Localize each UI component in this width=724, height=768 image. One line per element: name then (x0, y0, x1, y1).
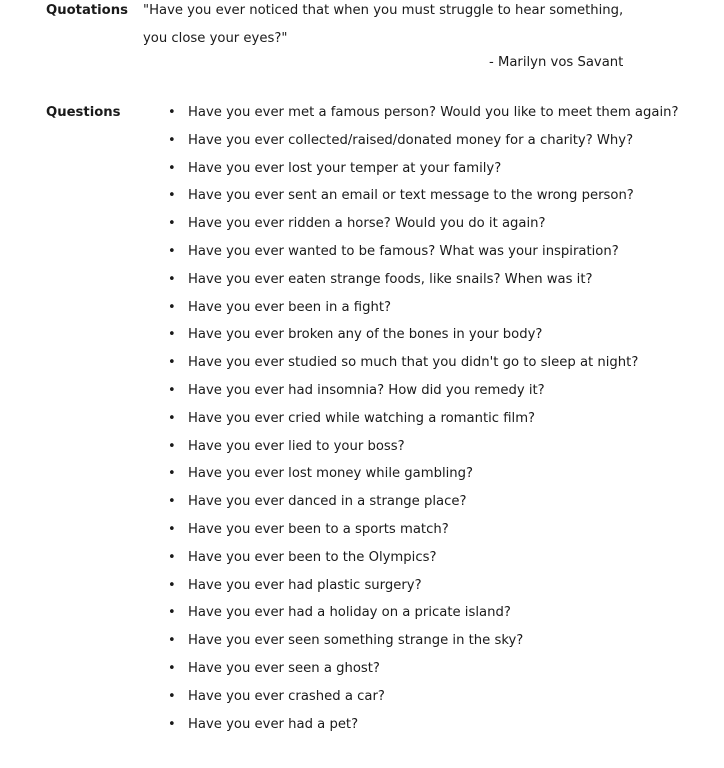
bullet-icon: • (168, 299, 176, 315)
questions-label: Questions (46, 105, 121, 120)
bullet-icon: • (168, 160, 176, 176)
bullet-icon: • (168, 438, 176, 454)
bullet-icon: • (168, 132, 176, 148)
bullet-icon: • (168, 244, 176, 259)
quote-line: "Have you ever noticed that when you must struggle to hear something, (143, 3, 624, 18)
question-text: Have you ever lied to your boss? (188, 438, 405, 454)
bullet-icon: • (168, 410, 176, 426)
question-text: Have you ever crashed a car? (188, 688, 385, 704)
bullet-icon: • (168, 494, 176, 510)
bullet-icon: • (168, 383, 176, 398)
bullet-icon: • (168, 466, 176, 482)
question-text: Have you ever eaten strange foods, like snails? When was it? (188, 271, 593, 287)
question-text: Have you ever been to the Olympics? (188, 549, 437, 565)
bullet-icon: • (168, 105, 176, 120)
bullet-icon: • (168, 549, 176, 565)
quote-author: - Marilyn vos Savant (489, 55, 624, 70)
question-text: Have you ever danced in a strange place? (188, 494, 467, 510)
bullet-icon: • (168, 661, 176, 676)
question-text: Have you ever cried while watching a romantic film? (188, 410, 536, 426)
question-text: Have you ever collected/raised/donated money for a charity? Why? (188, 132, 634, 148)
question-text: Have you ever lost your temper at your family? (188, 160, 502, 176)
bullet-icon: • (168, 716, 176, 732)
question-text: Have you ever been in a fight? (188, 299, 392, 315)
question-text: Have you ever had a holiday on a pricate island? (188, 605, 511, 621)
quote-line: you close your eyes?" (143, 31, 288, 46)
question-text: Have you ever had insomnia? How did you remedy it? (188, 383, 545, 398)
question-text: Have you ever sent an email or text message to the wrong person? (188, 188, 634, 204)
bullet-icon: • (168, 271, 176, 287)
bullet-icon: • (168, 327, 176, 343)
question-text: Have you ever wanted to be famous? What was your inspiration? (188, 244, 619, 259)
bullet-icon: • (168, 688, 176, 704)
page-edge (320, 758, 660, 768)
bullet-icon: • (168, 355, 176, 371)
question-text: Have you ever seen a ghost? (188, 661, 380, 676)
quotations-label: Quotations (46, 3, 128, 18)
bullet-icon: • (168, 577, 176, 593)
question-text: Have you ever seen something strange in the sky? (188, 633, 524, 649)
question-text: Have you ever been to a sports match? (188, 522, 449, 537)
question-text: Have you ever lost money while gambling? (188, 466, 474, 482)
question-text: Have you ever broken any of the bones in your body? (188, 327, 543, 343)
bullet-icon: • (168, 188, 176, 204)
question-text: Have you ever met a famous person? Would you like to meet them again? (188, 105, 679, 120)
question-text: Have you ever had a pet? (188, 716, 359, 732)
question-text: Have you ever had plastic surgery? (188, 577, 422, 593)
question-text: Have you ever ridden a horse? Would you do it again? (188, 216, 546, 232)
bullet-icon: • (168, 522, 176, 537)
question-text: Have you ever studied so much that you didn't go to sleep at night? (188, 355, 639, 371)
bullet-icon: • (168, 216, 176, 232)
bullet-icon: • (168, 633, 176, 649)
bullet-icon: • (168, 605, 176, 621)
